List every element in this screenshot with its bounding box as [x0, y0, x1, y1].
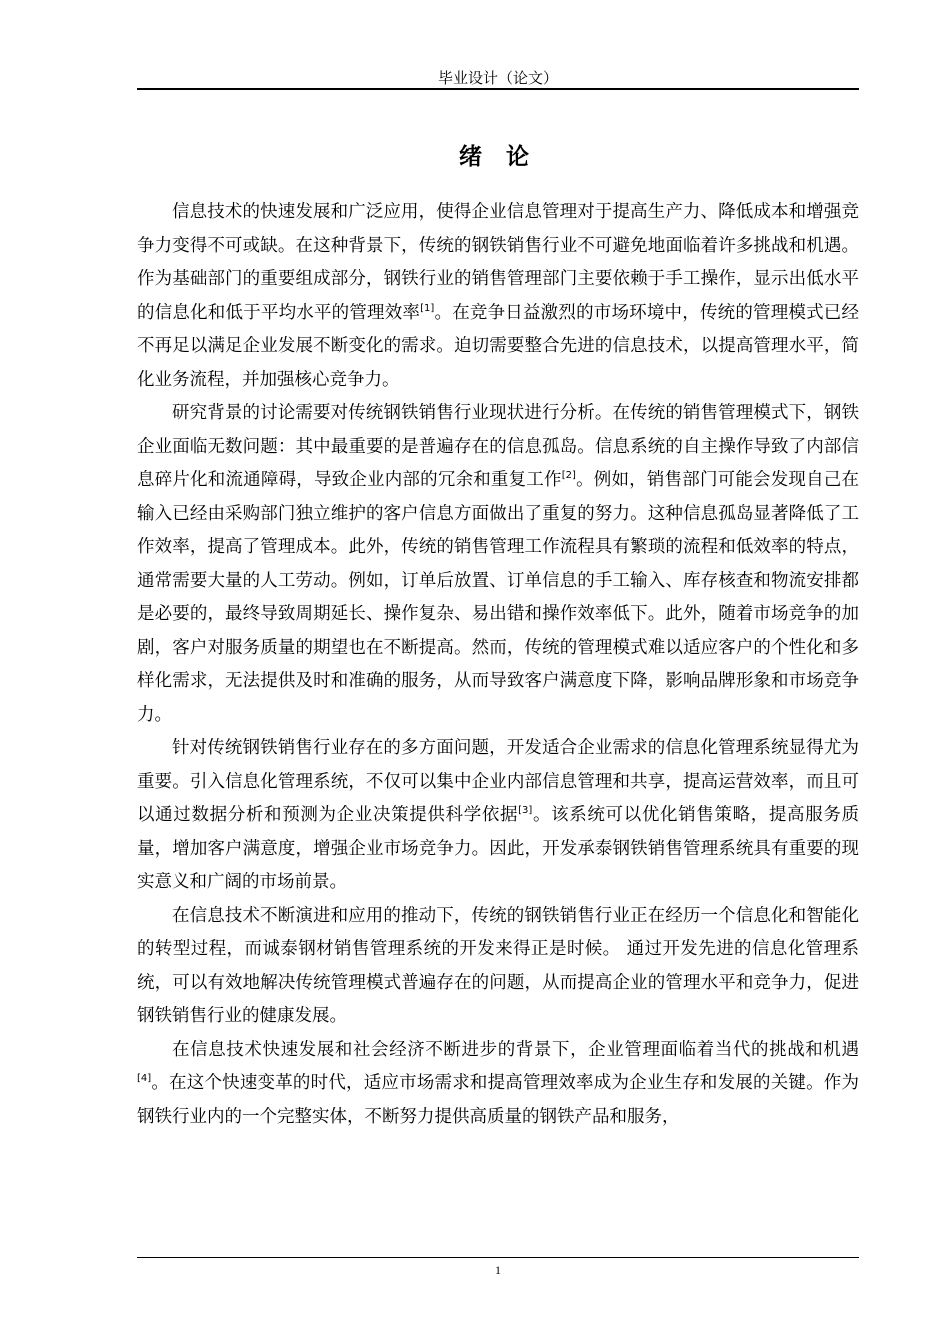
paragraph-text: 研究背景的讨论需要对传统钢铁销售行业现状进行分析。在传统的销售管理模式下，钢铁企业面临无数问题：其中最重要的是普遍存在的信息孤岛。信息系统的自主操作导致了内部信息碎片化和流通障碍，导致企业内部的冗余和重复工作: [137, 403, 859, 490]
paragraph-5: [137, 1034, 859, 1135]
citation-2: [2]: [561, 470, 576, 482]
citation-1: [1]: [420, 302, 435, 314]
paragraph-text: 。在竞争日益激烈的市场环境中，传统的管理模式已经不再足以满足企业发展不断变化的需求。迫切需要整合先进的信息技术，以提高管理水平，简化业务流程，并加强核心竞争力。: [137, 302, 860, 390]
paragraph-text: 针对传统钢铁销售行业存在的多方面问题，开发适合企业需求的信息化管理系统显得尤为重要。引入信息化管理系统，不仅可以集中企业内部信息管理和共享，提高运营效率，而且可以通过数据分析和预测为企业决策提供科学依据: [137, 738, 859, 825]
chapter-title: 绪 论: [458, 144, 537, 170]
paragraph-2: [137, 397, 859, 732]
paragraph-text: 。在这个快速变革的时代，适应市场需求和提高管理效率成为企业生存和发展的关键。作为钢铁行业内的一个完整实体，不断努力提供高质量的钢铁产品和服务，: [137, 1073, 859, 1127]
paragraph-text: 。该系统可以优化销售策略，提高服务质量，增加客户满意度，增强企业市场竞争力。因此，开发承泰钢铁销售管理系统具有重要的现实意义和广阔的市场前景。: [137, 805, 860, 892]
header-rule: [137, 88, 859, 90]
paragraph-4: [137, 900, 859, 1034]
paragraph-3: [137, 732, 859, 900]
paragraph-1: [137, 196, 859, 397]
footer-rule: [137, 1257, 859, 1258]
paragraph-text: 在信息技术不断演进和应用的推动下，传统的钢铁销售行业正在经历一个信息化和智能化的转型过程，而诚泰钢材销售管理系统的开发来得正是时候。 通过开发先进的信息化管理系统，可以有效地解决传统管理模式普遍存在的问题，从而提高企业的管理水平和竞争力，促进钢铁销售行业的健康发展。: [137, 905, 859, 1026]
body-text: [137, 196, 859, 1134]
citation-3: [3]: [518, 805, 533, 817]
paragraph-text: 。例如，销售部门可能会发现自己在输入已经由采购部门独立维护的客户信息方面做出了重复的努力。这种信息孤岛显著降低了工作效率，提高了管理成本。此外，传统的销售管理工作流程具有繁琐的流程和低效率的特点，通常需要大量的人工劳动。例如，订单后放置、订单信息的手工输入、库存核查和物流安排都是必要的，最终导致周期延长、操作复杂、易出错和操作效率低下。此外，随着市场竞争的加剧，客户对服务质量的期望也在不断提高。然而，传统的管理模式难以适应客户的个性化和多样化需求，无法提供及时和准确的服务，从而导致客户满意度下降，影响品牌形象和市场竞争力。: [137, 470, 860, 725]
page-number: 1: [495, 1263, 501, 1277]
citation-4: [4]: [137, 1073, 152, 1085]
paragraph-text: 信息技术的快速发展和广泛应用，使得企业信息管理对于提高生产力、降低成本和增强竞争力变得不可或缺。在这种背景下，传统的钢铁销售行业不可避免地面临着许多挑战和机遇。作为基础部门的重要组成部分，钢铁行业的销售管理部门主要依赖于手工操作，显示出低水平的信息化和低于平均水平的管理效率: [137, 202, 859, 323]
page-header: 毕业设计（论文）: [437, 69, 558, 87]
paragraph-text: 在信息技术快速发展和社会经济不断进步的背景下，企业管理面临着当代的挑战和机遇: [172, 1039, 859, 1060]
